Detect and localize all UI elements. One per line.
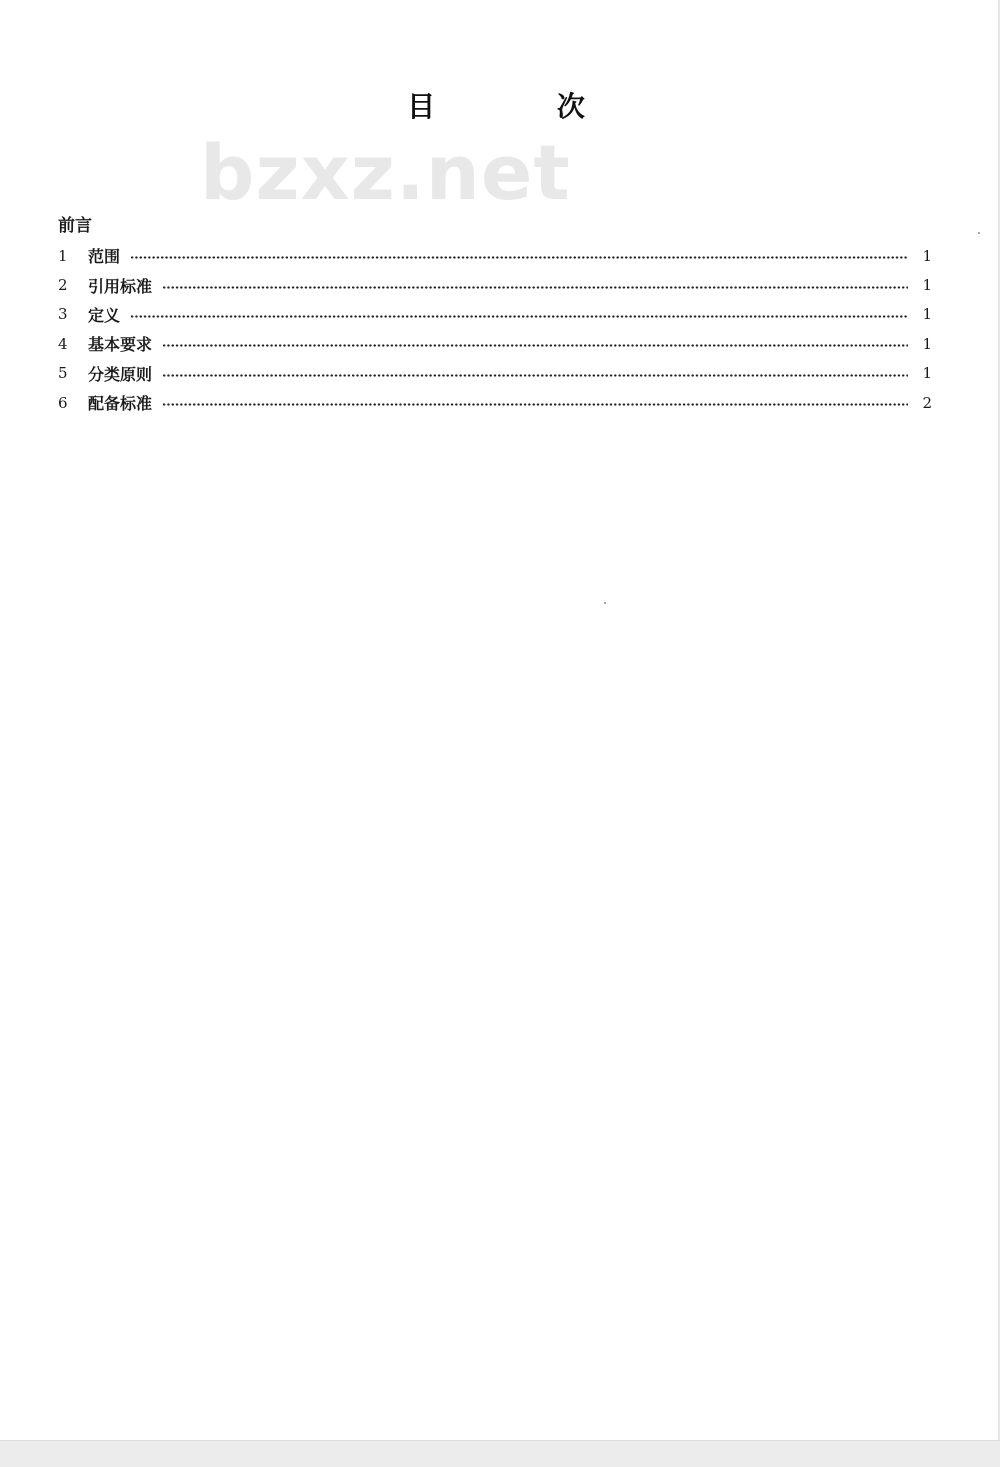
- toc-leader-dots: [130, 315, 908, 318]
- toc-entry-number: 3: [58, 305, 68, 324]
- toc-leader-dots: [162, 374, 908, 377]
- toc-foreword[interactable]: 前言: [58, 216, 92, 236]
- toc-entry-label: 引用标准: [88, 276, 153, 296]
- watermark: bzxz.net: [200, 128, 571, 217]
- toc-entry-scope[interactable]: [58, 241, 932, 270]
- toc-entry-number: 1: [58, 246, 68, 265]
- scan-speck: [978, 232, 980, 234]
- toc-entry-label: 基本要求: [88, 335, 153, 355]
- toc-leader-dots: [130, 256, 908, 259]
- scan-speck: [604, 602, 606, 604]
- viewer-bottom-strip: [0, 1440, 1000, 1467]
- toc-entry-page: 2: [922, 393, 932, 412]
- toc-entry-label: 范围: [88, 247, 121, 267]
- toc-entry-normative-references[interactable]: [58, 270, 932, 299]
- toc-leader-dots: [162, 403, 908, 406]
- toc-entry-equipment-standards[interactable]: [58, 388, 932, 417]
- toc-entry-label: 配备标准: [88, 394, 153, 414]
- toc-entry-page: 1: [922, 305, 932, 324]
- toc-leader-dots: [162, 344, 908, 347]
- toc-entry-label: 分类原则: [88, 364, 153, 384]
- table-of-contents: [58, 212, 932, 417]
- toc-leader-dots: [162, 286, 908, 289]
- toc-entry-number: 4: [58, 334, 68, 353]
- toc-entry-page: 1: [922, 364, 932, 383]
- toc-entry-page: 1: [922, 246, 932, 265]
- toc-entry-page: 1: [922, 334, 932, 353]
- toc-entry-label: 定义: [88, 305, 121, 325]
- toc-entry-number: 2: [58, 276, 68, 295]
- toc-entry-basic-requirements[interactable]: [58, 329, 932, 358]
- toc-entry-definitions[interactable]: [58, 300, 932, 329]
- toc-entry-classification-principles[interactable]: [58, 359, 932, 388]
- toc-entry-page: 1: [922, 276, 932, 295]
- page-title: 目 次: [407, 90, 641, 123]
- toc-entry-number: 5: [58, 364, 68, 383]
- toc-entry-number: 6: [58, 393, 68, 412]
